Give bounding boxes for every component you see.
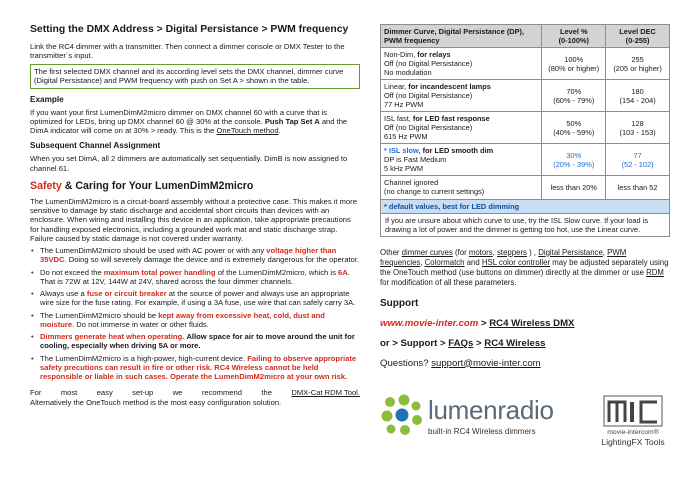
text: may be adjusted separately using the OneTouch method (use buttons on dimmer) directly at the dimmer or use (380, 257, 669, 277)
pwm-frequencies-link[interactable]: PWM frequencies (380, 247, 627, 267)
pct-value: 70% (566, 86, 582, 96)
pct-range: (20% - 39%) (553, 159, 595, 169)
curve-cell (381, 112, 542, 144)
bullet-warning: fuse or circuit breaker (86, 289, 167, 299)
list-item (30, 332, 360, 351)
ignored-sub: (no change to current settings) (384, 187, 485, 197)
bullet-text: The LumenDimM2micro should be used with AC power or with any (40, 246, 265, 256)
list-item (30, 246, 360, 265)
curve-name: Linear, (384, 82, 407, 92)
bullet-warning: 6A (338, 267, 348, 277)
setup-word: easy (96, 388, 113, 398)
example-text-part2: and the DimA indicator will come on at 30% > ready. This is the (30, 116, 348, 136)
text: , (492, 247, 495, 257)
pct-cell (542, 144, 606, 176)
header-curve: Dimmer Curve, Digital Persistance (DP), PWM frequency (381, 25, 542, 48)
pct-cell (542, 112, 606, 144)
header-level-dec: Level DEC (0-255) (606, 25, 670, 48)
curve-pwm: 77 Hz PWM (384, 100, 424, 110)
safety-paragraph: The LumenDimM2micro is a circuit-board assembly without a protective case. This makes it more sensitive to damage by static discharge and accidental short circuits than devices with an enclosure. When wiring and installing this device in an application, take appropriate precautions for handling exposed electronics, including a grounded work mat and static discharge strap. Failure caused by static damage is not covered under warranty. (30, 196, 357, 243)
list-item (30, 289, 360, 308)
bullet-warning: kept away from excessive heat, cold, dust and moisture (40, 310, 325, 329)
steppers-link[interactable]: steppers (497, 247, 527, 257)
bullet-warning: Failing to observe appropriate safety precutions can result in fire or other risk. RC4 Wireless cannot be held responsible or liable in such cases. Operate the LumenDimM2micro at your own risk. (40, 353, 357, 382)
motors-link[interactable]: motors (468, 247, 493, 257)
pct-value: 50% (566, 118, 582, 128)
table-row (381, 80, 670, 112)
text: (for (454, 247, 467, 257)
dec-cell (606, 112, 670, 144)
setup-line (30, 388, 360, 397)
list-item (30, 268, 360, 287)
arrow: > (480, 318, 487, 330)
ignored-label: Channel ignored (384, 178, 439, 188)
safety-word: Safety (30, 179, 62, 192)
other-params-text (380, 248, 670, 289)
pct-cell (542, 48, 606, 80)
text: , (420, 257, 423, 267)
list-item (30, 311, 360, 330)
default-values-row (381, 199, 670, 213)
curve-advice-note: If you are unsure about which curve to use, try the ISL Slow curve. If your load is drawing a lot of power and the dimmer is getting too hot, use the Linear curve. (380, 214, 670, 237)
lumenradio-tagline: built-in RC4 Wireless dimmers (428, 427, 536, 436)
dec-range: (103 - 153) (619, 127, 656, 137)
curve-use: for relays (417, 50, 451, 60)
colormatch-link[interactable]: Colormatch (424, 257, 465, 267)
pct-value: 100% (564, 54, 584, 64)
example-text-part: If you want your first LumenDimM2micro dimmer on DMX channel 60 with a curve that is optimized for LEDs, bring up DMX channel 60 @ 30% at the console. (30, 107, 328, 126)
safety-title-rest: & Caring for Your LumenDimM2micro (64, 179, 254, 192)
text: and (466, 257, 480, 267)
curve-pwm: No modulation (384, 68, 432, 78)
path-text: or > Support > (380, 337, 446, 349)
questions-label: Questions? (380, 357, 429, 369)
faqs-link[interactable]: FAQs (448, 337, 474, 349)
bullet-warning: voltage higher than 35VDC (40, 246, 337, 265)
text: ) , (529, 247, 537, 257)
safety-list (30, 246, 360, 381)
curve-cell (381, 80, 542, 112)
lumenradio-logo (380, 394, 560, 439)
support-email-link[interactable]: support@movie-inter.com (431, 357, 541, 369)
table-row (381, 112, 670, 144)
curve-name: Non-Dim, (384, 50, 416, 60)
example-heading: Example (30, 94, 64, 104)
mic-brand: movie-intercom® (607, 429, 659, 436)
questions-line (380, 358, 670, 370)
bullet-text: of the LumenDimM2micro, which is (217, 267, 336, 277)
table-header-row (381, 25, 670, 48)
dec-cell (606, 144, 670, 176)
dec-value: 77 (633, 150, 642, 160)
dmx-cat-link[interactable]: DMX-Cat RDM Tool. (291, 388, 360, 398)
bullet-text: Allow space for air to move around the unit for cooling, especially when driving 5A or more. (40, 332, 355, 351)
pct-range: (60% - 79%) (553, 95, 595, 105)
bullet-text: . Do not immerse in water or other fluids. (72, 319, 209, 329)
bullet-text: at the source of power and always use an appropriate wire size for the fuse rating. For example, if using a 3A fuse, use wire that can safely carry 3A. (40, 289, 356, 308)
dec-value: 180 (631, 86, 644, 96)
lumenradio-mark-icon (380, 394, 424, 438)
section-title: Setting the DMX Address > Digital Persistance > PWM frequency (30, 24, 349, 35)
table-row (381, 48, 670, 80)
curve-name: * ISL slow, (384, 146, 421, 156)
hsl-controller-link[interactable]: HSL color controller (481, 257, 551, 267)
curve-dp: DP is Fast Medium (384, 155, 447, 165)
pct-value: 30% (566, 150, 582, 160)
bullet-text: . Doing so will severely damage the device and is extremely dangerous for the operator. (64, 255, 360, 265)
rdm-link[interactable]: RDM (646, 267, 664, 277)
curve-dp: Off (no Digital Persistance) (384, 91, 473, 101)
table-row-ignored (381, 176, 670, 199)
support-title: Support (380, 298, 419, 310)
setup-line-2: Alternatively the OneTouch method is the most easy configuration solution. (30, 397, 282, 407)
curve-cell (381, 176, 542, 199)
rc4-wireless-link[interactable]: RC4 Wireless (484, 337, 546, 349)
setup-word: the (261, 388, 272, 398)
dec-range: (52 - 102) (621, 159, 654, 169)
curve-cell (381, 144, 542, 176)
mic-logo-icon (603, 394, 663, 428)
default-note: * default values, best for LED dimming (381, 199, 670, 213)
mic-tagline: LightingFX Tools (601, 437, 665, 448)
header-level-pct: Level % (0-100%) (542, 25, 606, 48)
text: Other (380, 247, 400, 257)
digital-persistance-link[interactable]: Digital Persistance (538, 247, 603, 257)
bullet-text: Always use a (40, 289, 85, 299)
setup-word: most (60, 388, 78, 398)
pct-range: (80% or higher) (548, 63, 600, 73)
curve-pwm: 5 kHz PWM (384, 164, 424, 174)
list-item (30, 354, 360, 382)
lumenradio-wordmark: lumenradio (428, 395, 554, 425)
example-text: If you want your first LumenDimM2micro dimmer on DMX channel 60 with a curve that is optimized for LEDs, bring up DMX channel 60 @ 30% at the console. Push Tap Set A and the DimA indicator will come on at 30% > ready. This is the OneTouch method. (30, 107, 348, 136)
setup-word: set-up (132, 388, 154, 398)
pct-range: (40% - 59%) (553, 127, 595, 137)
intro-text: Link the RC4 dimmer with a transmitter. Then connect a dimmer console or DMX Tester to the transmitter´s input. (30, 41, 345, 60)
curve-pwm: 615 Hz PWM (384, 132, 428, 142)
curve-use: for incandescent lamps (408, 82, 491, 92)
dec-range: (205 or higher) (613, 63, 662, 73)
bullet-warning: Dimmers generate heat when operating. (40, 332, 185, 342)
dec-value: 128 (631, 118, 644, 128)
bullet-text: . That is 72W at 12V, 144W at 24V, shared across the four dimmer channels. (40, 267, 350, 286)
onetouch-link[interactable]: OneTouch method (216, 126, 279, 136)
dec-value: 255 (631, 54, 644, 64)
bullet-text: The LumenDimM2micro should be (40, 310, 157, 320)
curve-dp: Off (no Digital Persistance) (384, 59, 473, 69)
curve-cell (381, 48, 542, 80)
levels-table (380, 24, 670, 214)
highlight-box: The first selected DMX channel and its according level sets the DMX channel, dimmer curve (Digital Persistance) and PWM frequency with push on Set A > shown in the table. (30, 64, 360, 89)
arrow: > (475, 337, 482, 349)
left-column (30, 24, 360, 410)
dimmer-curves-link[interactable]: dimmer curves (401, 247, 453, 257)
table-row-default (381, 144, 670, 176)
movie-intercom-logo (588, 394, 678, 454)
dec-cell (606, 80, 670, 112)
curve-dp: Off (no Digital Persistance) (384, 123, 473, 133)
subsequent-text: When you set DimA, all 2 dimmers are automatically set sequentially. DimB is now assigned to channel 61. (30, 154, 348, 173)
right-column (380, 24, 670, 369)
safety-title (30, 180, 360, 193)
rc4-wireless-dmx-link[interactable]: RC4 Wireless DMX (489, 318, 575, 330)
curve-name: ISL fast, (384, 114, 411, 124)
setup-word: For (30, 388, 42, 398)
ignored-pct: less than 20% (542, 176, 606, 199)
bullet-text: Do not exceed the (40, 267, 102, 277)
pct-cell (542, 80, 606, 112)
bullet-text: The LumenDimM2micro is a high-power, high-current device. (40, 353, 246, 363)
website-link[interactable]: www.movie-inter.com (380, 318, 479, 330)
subsequent-heading: Subsequent Channel Assignment (30, 141, 161, 151)
text: , (602, 247, 605, 257)
text: for modification of all these parameters. (380, 277, 517, 287)
bullet-warning: maximum total power handling (103, 267, 216, 277)
dec-range: (154 - 204) (619, 95, 656, 105)
curve-use: for LED fast response (412, 114, 490, 124)
support-url-line (380, 318, 670, 330)
support-path-line (380, 338, 670, 350)
setup-word: recommend (201, 388, 242, 398)
ignored-dec: less than 52 (606, 176, 670, 199)
dec-cell (606, 48, 670, 80)
push-tap-set-a: Push Tap Set A (264, 116, 320, 126)
curve-use: for LED smooth dim (422, 146, 494, 156)
setup-word: we (172, 388, 183, 398)
